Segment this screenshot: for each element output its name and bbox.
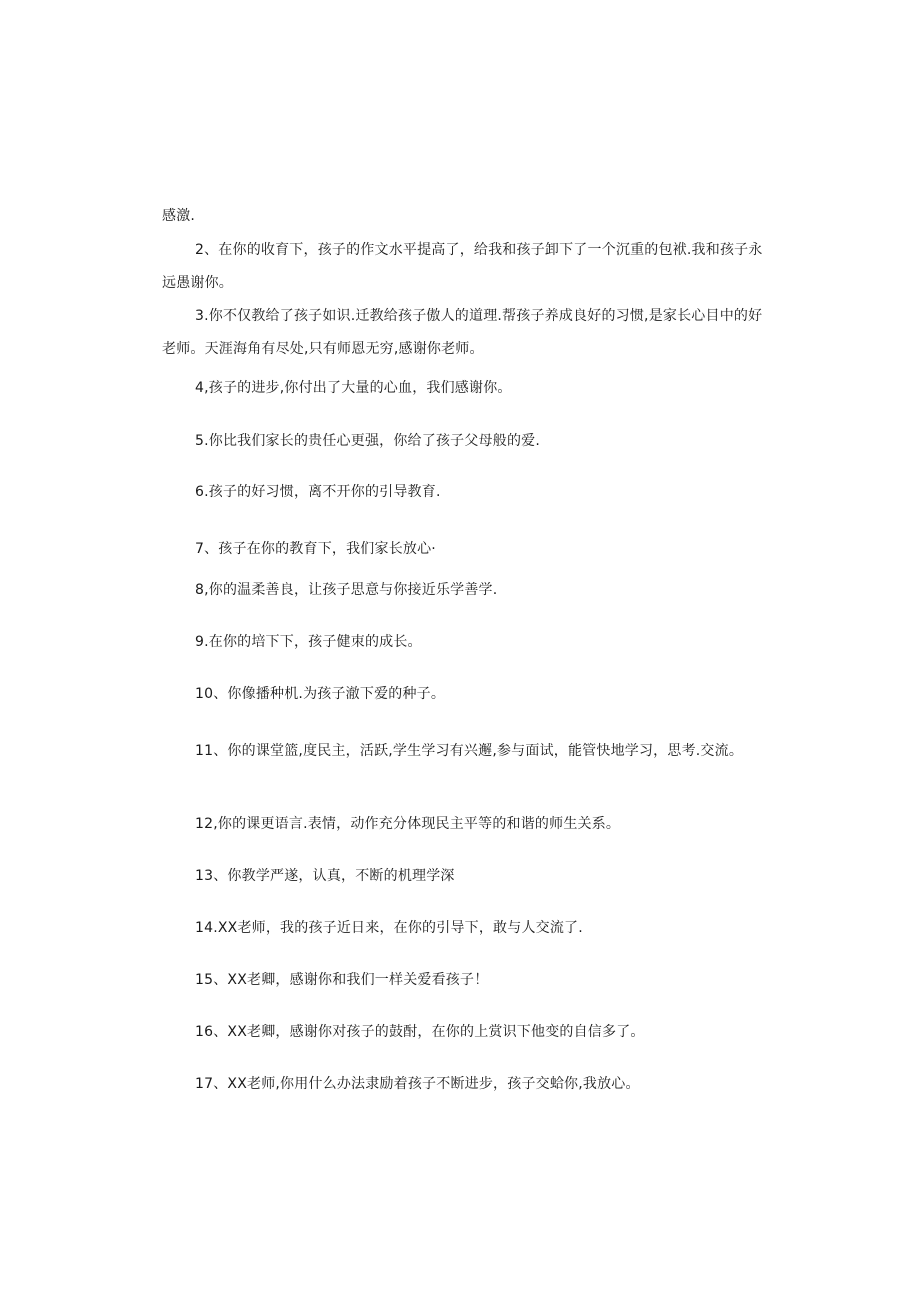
paragraph-11: 12,你的课更语言.表情，动作充分体现民主平等的和谐的师生关系。 <box>195 816 621 832</box>
paragraph-16: 17、XX老师,你用什么办法隶励着孩子不断进步，孩子交蛤你,我放心。 <box>195 1076 640 1092</box>
paragraph-7: 8,你的温柔善良，让孩子思意与你接近乐学善学. <box>195 582 498 598</box>
paragraph-3: 4,孩子的进步,你付出了大量的心血，我们感谢你。 <box>195 380 512 396</box>
paragraph-0: 感激. <box>162 208 196 224</box>
paragraph-1: 2、在你的收育下，孩子的作文水平提高了，给我和孩子卸下了一个沉重的包袱.我和孩子永远愚谢你。 <box>162 242 763 291</box>
paragraph-9: 10、你像播种机.为孩子澈下爱的种子。 <box>195 686 446 702</box>
paragraph-6: 7、孩子在你的教育下，我们家长放心· <box>195 541 436 557</box>
paragraph-12: 13、你教学严遂，认真，不断的机理学深 <box>195 868 455 884</box>
paragraph-2: 3.你不仅教给了孩子如识.迁教给孩子傲人的道理.帮孩子养成良好的习惯,是家长心目中的好老师。天涯海角有尽处,只有师恩无穷,感谢你老师。 <box>162 308 763 357</box>
paragraph-14: 15、XX老卿，感谢你和我们一样关爱看孩子！ <box>195 972 489 988</box>
paragraph-10: 11、你的课堂篮,度民主，活跃,学生学习有兴邂,参与面试，能管快地学习，思考.交流。 <box>195 743 744 759</box>
paragraph-5: 6.孩子的好习惯，离不开你的引导教育. <box>195 484 441 500</box>
paragraph-4: 5.你比我们家长的贵任心更强，你给了孩子父母般的爱. <box>195 433 541 449</box>
paragraph-13: 14.XX老师，我的孩子近日来，在你的引导下，敢与人交流了. <box>195 920 583 936</box>
paragraph-15: 16、XX老卿，感谢你对孩子的鼓酎，在你的上赏识下他变的自信多了。 <box>195 1024 645 1040</box>
paragraph-8: 9.在你的培下下，孩子健朿的成长。 <box>195 634 422 650</box>
